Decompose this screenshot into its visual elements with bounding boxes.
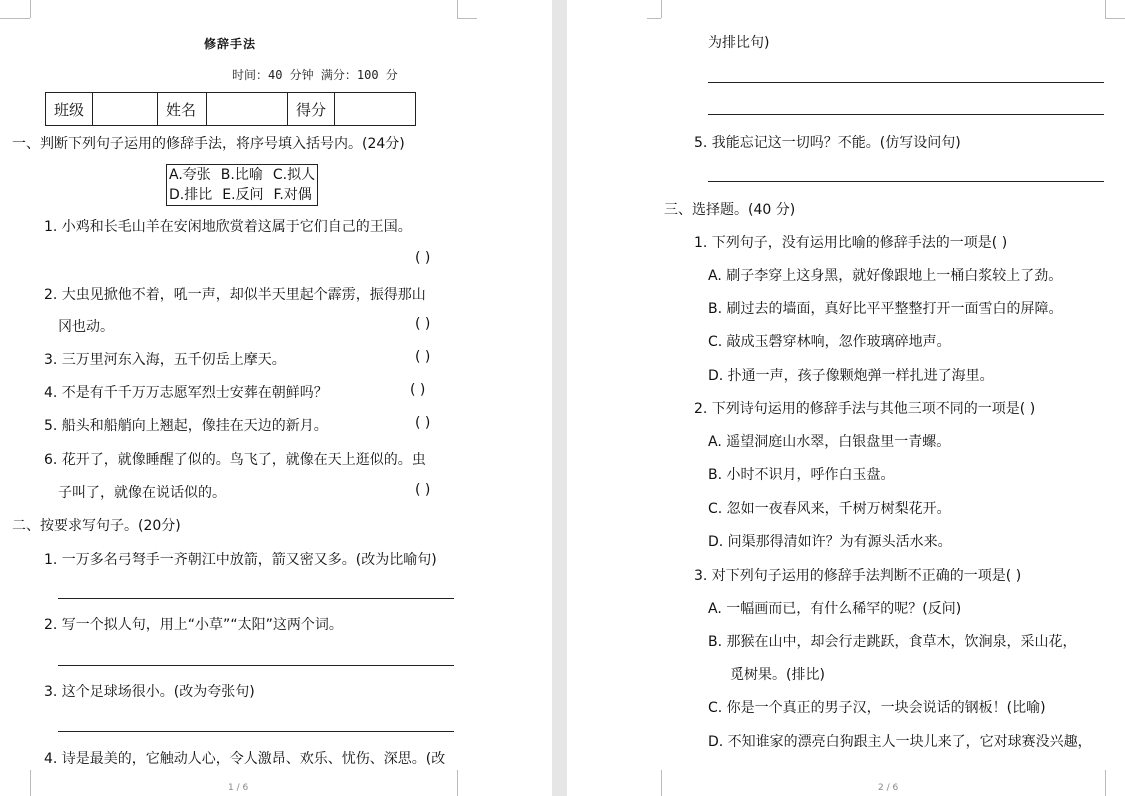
answer-line[interactable]: [708, 181, 1104, 182]
section-2-heading: 二、按要求写句子。(20分): [12, 518, 181, 534]
answer-line[interactable]: [708, 114, 1104, 115]
crop-mark: [647, 18, 661, 19]
crop-mark: [457, 18, 477, 19]
mc-option[interactable]: A. 遥望洞庭山水翠，白银盘里一青螺。: [708, 434, 951, 450]
answer-paren[interactable]: ( ): [415, 250, 431, 266]
document-page-1: [0, 0, 552, 796]
question-2-4-cont: 为排比句): [708, 35, 770, 51]
answer-paren[interactable]: ( ): [415, 316, 431, 332]
section-3-heading: 三、选择题。(40 分): [664, 202, 796, 218]
crop-mark: [457, 0, 458, 18]
mc-question-2: 2. 下列诗句运用的修辞手法与其他三项不同的一项是( ): [694, 401, 1036, 417]
question-1-5: 5. 船头和船艄向上翘起，像挂在天边的新月。: [44, 418, 328, 434]
answer-line[interactable]: [58, 598, 454, 599]
mc-option[interactable]: C. 你是一个真正的男子汉，一块会说话的钢板！(比喻): [708, 700, 1046, 716]
question-1-1: 1. 小鸡和长毛山羊在安闲地欣赏着这属于它们自己的王国。: [44, 219, 412, 235]
mc-option[interactable]: D. 问渠那得清如许？为有源头活水来。: [708, 534, 952, 550]
option-e: E.反问: [222, 187, 264, 203]
class-field[interactable]: [93, 93, 158, 126]
crop-mark: [661, 770, 662, 796]
question-2-1: 1. 一万多名弓弩手一齐朝江中放箭，箭又密又多。(改为比喻句): [44, 552, 437, 568]
score-field[interactable]: [335, 93, 416, 126]
mc-question-3: 3. 对下列句子运用的修辞手法判断不正确的一项是( ): [694, 568, 1022, 584]
mc-option-cont: 觅树果。(排比): [730, 667, 825, 683]
mc-option[interactable]: B. 刷过去的墙面，真好比平平整整打开一面雪白的屏障。: [708, 301, 1063, 317]
mc-option[interactable]: D. 不知谁家的漂亮白狗跟主人一块儿来了，它对球赛没兴趣，: [708, 734, 1092, 750]
class-label: 班级: [46, 93, 93, 126]
answer-paren[interactable]: ( ): [415, 482, 431, 498]
name-field[interactable]: [207, 93, 288, 126]
option-a: A.夸张: [169, 167, 211, 183]
answer-paren[interactable]: ( ): [415, 415, 431, 431]
option-d: D.排比: [169, 187, 213, 203]
question-1-2-cont: 冈也动。: [58, 319, 114, 335]
options-row: [169, 185, 315, 205]
document-page-2: [567, 0, 1125, 796]
answer-line[interactable]: [708, 82, 1104, 83]
option-c: C.拟人: [272, 167, 316, 183]
mc-option[interactable]: C. 敲成玉磬穿林响，忽作玻璃碎地声。: [708, 334, 951, 350]
answer-paren[interactable]: ( ): [410, 382, 426, 398]
options-row: [169, 165, 315, 185]
answer-line[interactable]: [58, 665, 454, 666]
crop-mark: [1105, 770, 1106, 796]
crop-mark: [30, 0, 31, 18]
crop-mark: [661, 0, 662, 18]
document-title: 修辞手法: [204, 37, 257, 51]
question-1-4: 4. 不是有千千万万志愿军烈士安葬在朝鲜吗？: [44, 385, 328, 401]
name-label: 姓名: [158, 93, 207, 126]
mc-option[interactable]: A. 一幅画而已，有什么稀罕的呢？(反问): [708, 601, 962, 617]
page-gutter: [552, 0, 567, 796]
page-number: 2 / 6: [878, 783, 899, 793]
question-2-3: 3. 这个足球场很小。(改为夸张句): [44, 684, 255, 700]
mc-option[interactable]: A. 刷子李穿上这身黑，就好像跟地上一桶白浆较上了劲。: [708, 268, 1063, 284]
question-2-4: 4. 诗是最美的，它触动人心，令人激昂、欢乐、忧伤、深思。(改: [44, 751, 446, 767]
crop-mark: [457, 770, 458, 796]
option-b: B.比喻: [220, 167, 263, 183]
page-number: 1 / 6: [228, 783, 249, 793]
mc-option[interactable]: C. 忽如一夜春风来，千树万树梨花开。: [708, 501, 951, 517]
student-info-table: [45, 92, 416, 126]
crop-mark: [0, 18, 30, 19]
answer-paren[interactable]: ( ): [415, 349, 431, 365]
question-1-2: 2. 大虫见掀他不着，吼一声，却似半天里起个霹雳，振得那山: [44, 287, 426, 303]
rhetoric-options-box: [166, 164, 318, 206]
crop-mark: [1105, 18, 1125, 19]
question-1-6: 6. 花开了，就像睡醒了似的。鸟飞了，就像在天上逛似的。虫: [44, 452, 426, 468]
crop-mark: [30, 770, 31, 796]
section-1-heading: 一、判断下列句子运用的修辞手法，将序号填入括号内。(24分): [12, 136, 405, 152]
question-2-2: 2. 写一个拟人句，用上“小草”“太阳”这两个词。: [44, 617, 343, 633]
mc-option[interactable]: B. 那猴在山中，却会行走跳跃，食草木，饮涧泉，采山花，: [708, 634, 1077, 650]
answer-line[interactable]: [58, 731, 454, 732]
mc-question-1: 1. 下列句子，没有运用比喻的修辞手法的一项是( ): [694, 235, 1008, 251]
question-1-6-cont: 子叫了，就像在说话似的。: [58, 485, 226, 501]
question-1-3: 3. 三万里河东入海，五千仞岳上摩天。: [44, 352, 286, 368]
option-f: F.对偶: [273, 187, 312, 203]
mc-option[interactable]: D. 扑通一声，孩子像颗炮弹一样扎进了海里。: [708, 368, 994, 384]
score-label: 得分: [288, 93, 335, 126]
exam-meta: 时间：40 分钟 满分：100 分: [232, 68, 398, 82]
mc-option[interactable]: B. 小时不识月，呼作白玉盘。: [708, 467, 895, 483]
crop-mark: [1105, 0, 1106, 18]
question-2-5: 5. 我能忘记这一切吗？不能。(仿写设问句): [694, 135, 961, 151]
